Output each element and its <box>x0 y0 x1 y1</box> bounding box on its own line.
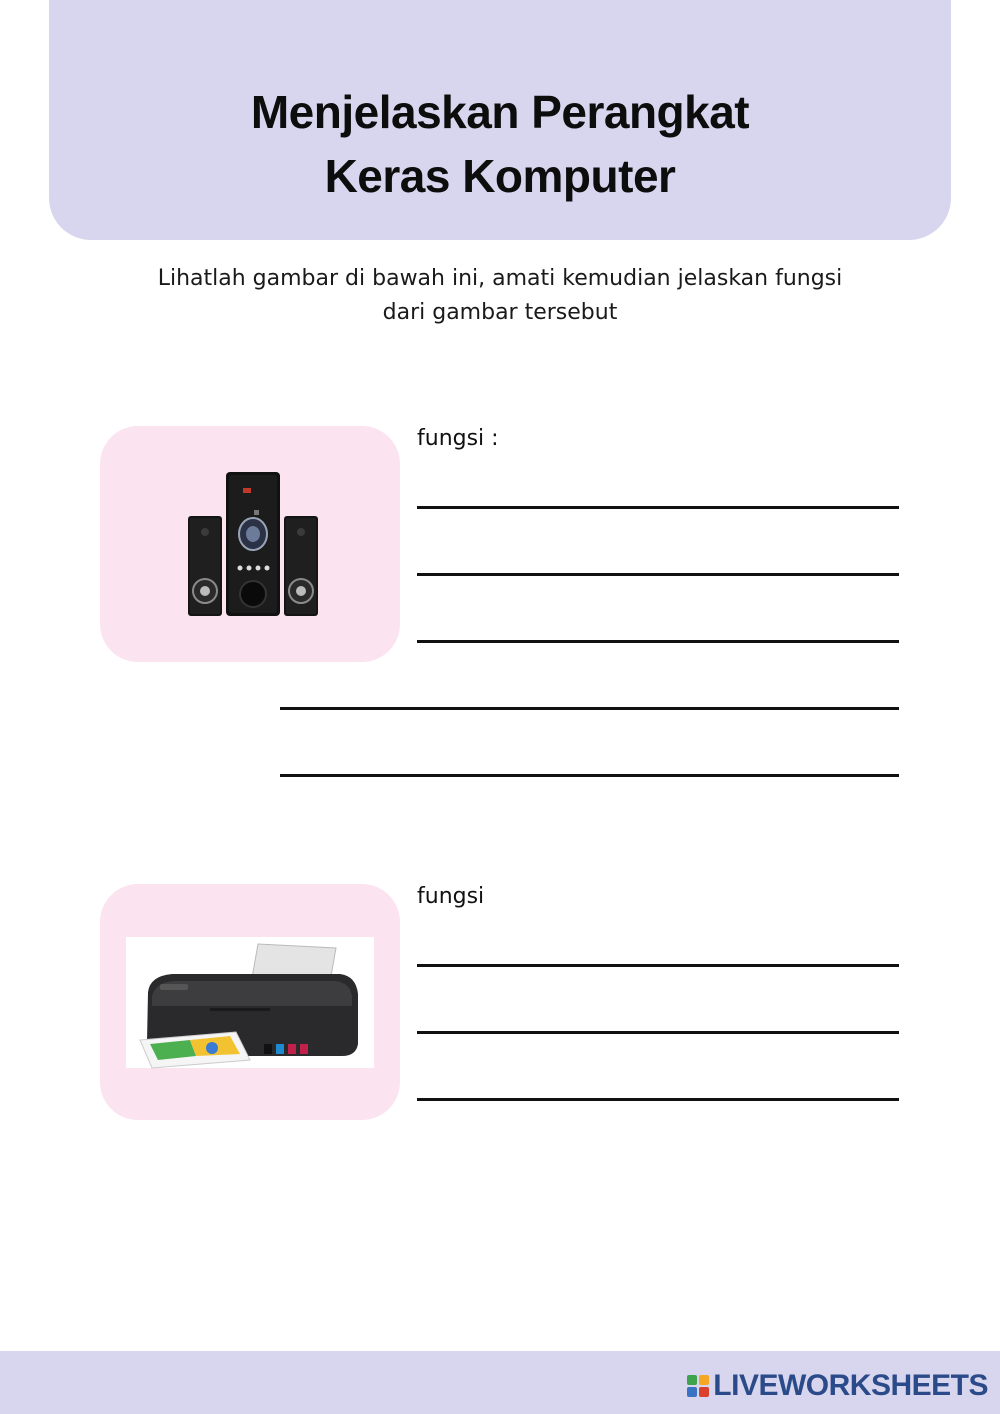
title-line-2: Keras Komputer <box>324 150 676 202</box>
answer-line-1-5[interactable] <box>280 774 899 777</box>
footer-bar <box>0 1351 1000 1414</box>
answer-line-2-1[interactable] <box>417 964 899 967</box>
inkjet-printer-image <box>100 884 400 1120</box>
answer-line-1-4[interactable] <box>280 707 899 710</box>
speaker-card <box>100 426 400 662</box>
printer-card <box>100 884 400 1120</box>
instruction-text <box>100 262 900 330</box>
answer-line-1-1[interactable] <box>417 506 899 509</box>
liveworksheets-logo-icon <box>687 1375 709 1397</box>
title-line-1: Menjelaskan Perangkat <box>250 86 750 138</box>
instruction-line-2: dari gambar tersebut <box>382 300 618 325</box>
answer-line-1-2[interactable] <box>417 573 899 576</box>
fungsi-label-1: fungsi : <box>417 426 499 451</box>
page-title <box>49 80 951 208</box>
fungsi-label-2: fungsi <box>417 884 485 909</box>
instruction-line-1: Lihatlah gambar di bawah ini, amati kemudian jelaskan fungsi <box>157 266 843 291</box>
speaker-system-image <box>100 426 400 662</box>
brand[interactable] <box>687 1369 988 1403</box>
answer-line-2-3[interactable] <box>417 1098 899 1101</box>
answer-line-1-3[interactable] <box>417 640 899 643</box>
answer-line-2-2[interactable] <box>417 1031 899 1034</box>
header-banner <box>49 0 951 240</box>
brand-name: LIVEWORKSHEETS <box>713 1369 988 1402</box>
